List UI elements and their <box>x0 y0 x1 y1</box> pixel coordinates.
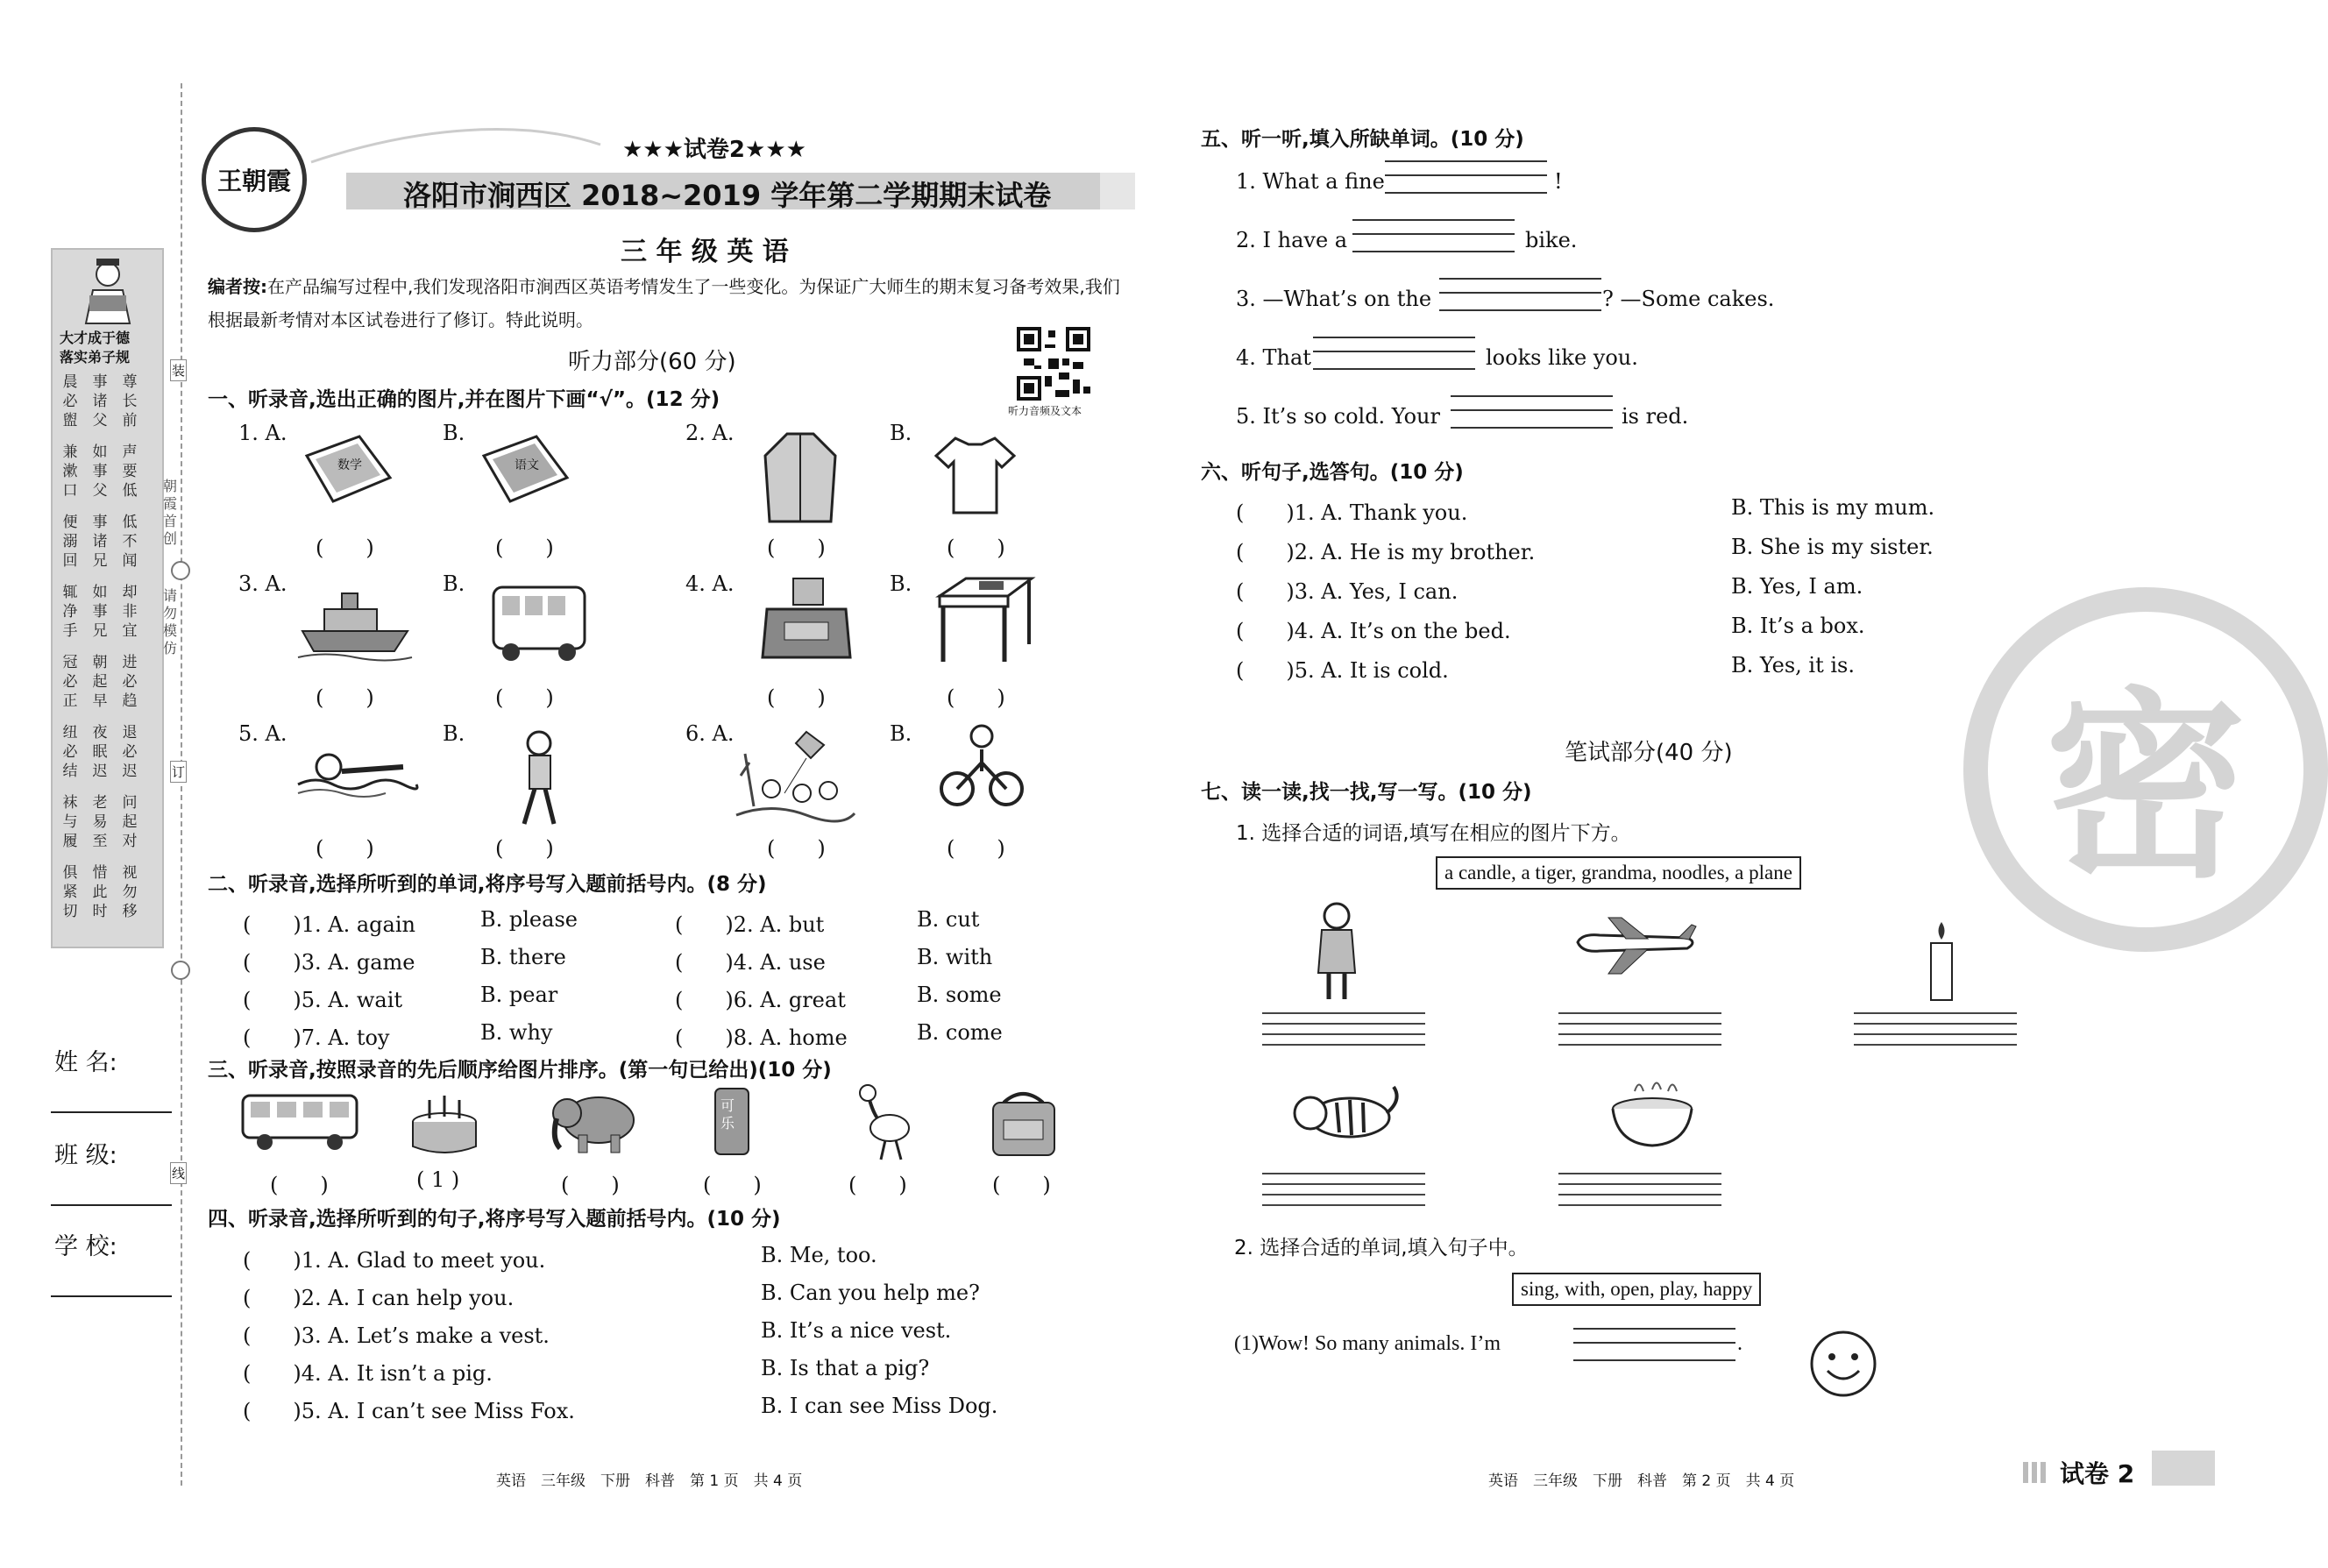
proverb-text: 如事父 <box>92 443 108 500</box>
q7-sentence: (1)Wow! So many animals. I’m <box>1234 1332 1501 1355</box>
q1-option-b-label: B. <box>443 721 465 746</box>
q1-item-number: 1. A. <box>238 421 287 445</box>
coat-icon[interactable] <box>761 429 840 526</box>
q7-writing-line[interactable] <box>1262 1173 1425 1174</box>
proverb-text: 朝起早 <box>92 654 108 710</box>
q2-option-a[interactable]: ( )3. A. game <box>243 950 415 975</box>
binding-mark: 订 <box>170 761 187 783</box>
proverb-text: 视勿移 <box>122 864 138 920</box>
q7-writing-line[interactable] <box>1262 1033 1425 1035</box>
q2-option-b: B. some <box>917 983 1002 1007</box>
q2-option-b: B. with <box>917 945 993 969</box>
qr-caption: 听力音频及文本 <box>1008 405 1082 417</box>
cola-label: 可乐 <box>720 1097 735 1132</box>
q2-option-a[interactable]: ( )5. A. wait <box>243 988 403 1012</box>
side-vertical-text: 请勿模仿 <box>163 587 178 656</box>
q3-order-paren[interactable]: ( ) <box>992 1173 1051 1197</box>
q1-title: 一、听录音,选出正确的图片,并在图片下画“√”。(12 分) <box>208 388 720 411</box>
grandma-icon[interactable] <box>1306 898 1367 1004</box>
q7-sentence-blank[interactable] <box>1573 1328 1735 1344</box>
answer-paren[interactable]: ( ) <box>767 685 826 710</box>
proverb-text: 事诸父 <box>92 373 108 429</box>
answer-paren[interactable]: ( ) <box>495 685 554 710</box>
q4-title: 四、听录音,选择所听到的句子,将序号写入题前括号内。(10 分) <box>208 1208 781 1231</box>
proverb-text: 如事兄 <box>92 584 108 640</box>
proverb-text: 声要低 <box>122 443 138 500</box>
q5-text-before: 1. What a fine <box>1236 169 1385 194</box>
svg-text:语文: 语文 <box>515 458 539 472</box>
q7-writing-line[interactable] <box>1262 1044 1425 1046</box>
q1-option-b-label: B. <box>890 421 912 445</box>
q4-option-a[interactable]: ( )5. A. I can’t see Miss Fox. <box>243 1399 575 1423</box>
q2-title: 二、听录音,选择所听到的单词,将序号写入题前括号内。(8 分) <box>208 873 767 896</box>
q1-item-number: 4. A. <box>685 571 735 596</box>
cyclist-icon[interactable] <box>938 723 1026 811</box>
paper-label: ★★★试卷2★★★ <box>622 137 806 163</box>
q6-option-a[interactable]: ( )4. A. It’s on the bed. <box>1236 619 1511 643</box>
q4-option-b: B. Is that a pig? <box>761 1356 930 1380</box>
q7-sub1: 1. 选择合适的词语,填写在相应的图片下方。 <box>1236 822 1631 845</box>
sidebar-top-text-2: 落实弟子规 <box>60 349 131 365</box>
exam-subtitle: 三 年 级 英 语 <box>621 237 789 267</box>
q2-option-b: B. come <box>917 1020 1003 1045</box>
tshirt-icon[interactable] <box>933 434 1017 517</box>
q5-blank[interactable] <box>1313 337 1475 352</box>
q5-blank-lower[interactable] <box>1385 180 1547 194</box>
elephant-icon[interactable] <box>548 1087 644 1157</box>
bag-icon[interactable] <box>758 574 855 666</box>
exam-title: 洛阳市涧西区 2018~2019 学年第二学期期末试卷 <box>403 179 1052 212</box>
proverb-text: 进必趋 <box>122 654 138 710</box>
binding-line <box>181 83 182 1486</box>
q1-option-b-label: B. <box>443 571 465 596</box>
q6-option-b: B. This is my mum. <box>1731 495 1935 520</box>
brand-logo <box>202 127 307 232</box>
q5-text-after: bike. <box>1525 228 1578 252</box>
q1-item-number: 6. A. <box>685 721 735 746</box>
q1-option-b-label: B. <box>890 571 912 596</box>
q5-blank[interactable] <box>1451 395 1613 411</box>
q7-writing-line[interactable] <box>1262 1194 1425 1196</box>
q5-text-after: ? —Some cakes. <box>1602 287 1775 311</box>
q6-option-a[interactable]: ( )3. A. Yes, I can. <box>1236 579 1459 604</box>
schoolbag-icon[interactable] <box>986 1085 1061 1160</box>
q5-text-before: 4. That <box>1236 345 1311 370</box>
corner-tab <box>2152 1451 2215 1486</box>
q2-option-b: B. please <box>480 907 578 932</box>
listening-section-title: 听力部分(60 分) <box>568 349 736 375</box>
secret-stamp <box>1963 587 2328 952</box>
q5-text-after: looks like you. <box>1486 345 1638 370</box>
brand-logo-text: 王朝霞 <box>216 167 291 195</box>
proverb-text: 袜与履 <box>62 794 78 850</box>
proverb-text: 夜眠迟 <box>92 724 108 780</box>
answer-paren[interactable]: ( ) <box>316 536 374 560</box>
sidebar-top-text-1: 大才成于德 <box>60 330 131 346</box>
school-label: 学 校: <box>54 1233 117 1260</box>
answer-paren[interactable]: ( ) <box>316 836 374 861</box>
bus-icon[interactable] <box>238 1091 361 1153</box>
q2-option-b: B. pear <box>480 983 558 1007</box>
chinese-book-icon[interactable] <box>475 429 571 508</box>
q7-writing-line[interactable] <box>1262 1023 1425 1025</box>
q7-sentence-end: . <box>1737 1332 1742 1355</box>
candle-icon[interactable] <box>1920 920 1963 1004</box>
proverb-text: 辄净手 <box>62 584 78 640</box>
q3-order-paren[interactable]: ( ) <box>270 1173 329 1197</box>
page-footer-right: 英语 三年级 下册 科普 第 2 页 共 4 页 <box>1488 1472 1795 1490</box>
q3-title: 三、听录音,按照录音的先后顺序给图片排序。(第一句已给出)(10 分) <box>208 1059 832 1082</box>
qr-code[interactable] <box>1017 327 1090 401</box>
plane-icon[interactable] <box>1573 916 1700 977</box>
q7-writing-line[interactable] <box>1262 1012 1425 1014</box>
bus-icon[interactable] <box>486 578 592 666</box>
proverb-text: 事诸兄 <box>92 514 108 570</box>
q7-writing-line[interactable] <box>1854 1023 2017 1025</box>
q1-item-number: 5. A. <box>238 721 287 746</box>
q2-option-a[interactable]: ( )6. A. great <box>675 988 846 1012</box>
q7-writing-line[interactable] <box>1558 1012 1721 1014</box>
q7-writing-line[interactable] <box>1262 1204 1425 1206</box>
q5-blank-lower[interactable] <box>1439 297 1601 311</box>
q3-order-paren[interactable]: ( 1 ) <box>416 1167 460 1192</box>
writing-section-title: 笔试部分(40 分) <box>1565 740 1733 766</box>
proverb-text: 老易至 <box>92 794 108 850</box>
q7-sentence-blank-lower[interactable] <box>1573 1347 1735 1361</box>
q2-option-a[interactable]: ( )1. A. again <box>243 912 415 937</box>
q7-writing-line[interactable] <box>1558 1194 1721 1196</box>
q5-text-after: ! <box>1554 169 1563 194</box>
corner-paper-label: 试卷 2 <box>2060 1459 2135 1488</box>
proverb-text: 兼漱口 <box>62 443 78 500</box>
binding-hole <box>171 961 190 980</box>
q7-word-box-2: sing, with, open, play, happy <box>1512 1273 1761 1306</box>
q4-option-b: B. Can you help me? <box>761 1281 980 1305</box>
noodles-icon[interactable] <box>1608 1074 1696 1153</box>
q4-option-a[interactable]: ( )3. A. Let’s make a vest. <box>243 1323 550 1348</box>
q4-option-b: B. Me, too. <box>761 1243 877 1267</box>
q5-blank[interactable] <box>1439 278 1601 294</box>
q6-title: 六、听句子,选答句。(10 分) <box>1201 461 1464 484</box>
q1-option-b-label: B. <box>890 721 912 746</box>
q7-title: 七、读一读,找一找,写一写。(10 分) <box>1201 781 1532 804</box>
answer-paren[interactable]: ( ) <box>947 536 1005 560</box>
q5-blank-lower[interactable] <box>1352 238 1515 252</box>
side-vertical-text: 朝霞首创 <box>163 478 178 547</box>
proverb-text: 晨必盥 <box>62 373 78 429</box>
birthday-cake-icon[interactable] <box>408 1087 482 1157</box>
walking-boy-icon[interactable] <box>508 727 570 828</box>
name-field[interactable] <box>51 1111 172 1113</box>
q5-title: 五、听一听,填入所缺单词。(10 分) <box>1201 128 1524 151</box>
q1-item-number: 3. A. <box>238 571 287 596</box>
q7-writing-line[interactable] <box>1558 1033 1721 1035</box>
q6-option-b: B. It’s a box. <box>1731 614 1865 638</box>
q3-order-paren[interactable]: ( ) <box>848 1173 907 1197</box>
q7-writing-line[interactable] <box>1854 1033 2017 1035</box>
q1-item-number: 2. A. <box>685 421 735 445</box>
proverb-text: 便溺回 <box>62 514 78 570</box>
smiley-face-icon <box>1808 1329 1878 1399</box>
ship-icon[interactable] <box>298 583 412 662</box>
q6-option-b: B. She is my sister. <box>1731 535 1934 559</box>
q7-writing-line[interactable] <box>1854 1012 2017 1014</box>
answer-paren[interactable]: ( ) <box>495 536 554 560</box>
q7-writing-line[interactable] <box>1558 1023 1721 1025</box>
desk-icon[interactable] <box>931 574 1036 666</box>
q4-option-a[interactable]: ( )1. A. Glad to meet you. <box>243 1248 546 1273</box>
ostrich-icon[interactable] <box>850 1082 916 1161</box>
proverb-text: 尊长前 <box>122 373 138 429</box>
proverb-text: 问起对 <box>122 794 138 850</box>
proverb-text: 却非宜 <box>122 584 138 640</box>
q6-option-a[interactable]: ( )2. A. He is my brother. <box>1236 540 1536 564</box>
q2-option-b: B. why <box>480 1020 553 1045</box>
q5-blank-lower[interactable] <box>1313 356 1475 370</box>
q2-option-a[interactable]: ( )7. A. toy <box>243 1025 390 1050</box>
proverb-text: 惜此时 <box>92 864 108 920</box>
q7-writing-line[interactable] <box>1558 1044 1721 1046</box>
q6-option-a[interactable]: ( )1. A. Thank you. <box>1236 500 1468 525</box>
binding-hole <box>171 561 190 580</box>
q5-text-after: is red. <box>1622 404 1689 429</box>
answer-paren[interactable]: ( ) <box>316 685 374 710</box>
swimmer-icon[interactable] <box>298 741 416 802</box>
class-label: 班 级: <box>54 1142 117 1169</box>
q3-order-paren[interactable]: ( ) <box>703 1173 762 1197</box>
answer-paren[interactable]: ( ) <box>495 836 554 861</box>
answer-paren[interactable]: ( ) <box>767 536 826 560</box>
stamp-char: 密 <box>2044 670 2246 905</box>
q2-option-b: B. cut <box>917 907 980 932</box>
q2-option-a[interactable]: ( )2. A. but <box>675 912 825 937</box>
q5-blank[interactable] <box>1352 219 1515 235</box>
proverb-text: 退必迟 <box>122 724 138 780</box>
q7-writing-line[interactable] <box>1854 1044 2017 1046</box>
math-book-icon[interactable] <box>298 429 394 508</box>
q7-writing-line[interactable] <box>1558 1183 1721 1185</box>
school-field[interactable] <box>51 1295 172 1297</box>
q2-option-a[interactable]: ( )4. A. use <box>675 950 826 975</box>
svg-text:数学: 数学 <box>337 458 362 472</box>
binding-mark: 装 <box>170 359 187 381</box>
q5-text-before: 2. I have a <box>1236 228 1348 252</box>
q5-blank[interactable] <box>1385 160 1547 176</box>
proverb-text: 纽必结 <box>62 724 78 780</box>
corner-pattern <box>2023 1462 2049 1483</box>
answer-paren[interactable]: ( ) <box>947 836 1005 861</box>
q7-writing-line[interactable] <box>1558 1173 1721 1174</box>
scholar-figure-icon <box>77 255 138 325</box>
q4-option-a[interactable]: ( )4. A. It isn’t a pig. <box>243 1361 493 1386</box>
q5-text-before: 5. It’s so cold. Your <box>1236 404 1440 429</box>
proverb-text: 俱紧切 <box>62 864 78 920</box>
q1-option-b-label: B. <box>443 421 465 445</box>
q7-word-box-1: a candle, a tiger, grandma, noodles, a plane <box>1436 856 1801 890</box>
tiger-icon[interactable] <box>1288 1078 1402 1148</box>
q4-option-b: B. It’s a nice vest. <box>761 1318 952 1343</box>
children-kite-icon[interactable] <box>736 727 855 824</box>
editor-note: 编者按:在产品编写过程中,我们发现洛阳市涧西区英语考情发生了一些变化。为保证广大师生的期末复习备考效果,我们根据最新考情对本区试卷进行了修订。特此说明。 <box>208 276 1120 330</box>
q5-text-before: 3. —What’s on the <box>1236 287 1432 311</box>
q6-option-a[interactable]: ( )5. A. It is cold. <box>1236 658 1449 683</box>
proverb-text: 冠必正 <box>62 654 78 710</box>
q3-order-paren[interactable]: ( ) <box>561 1173 620 1197</box>
proverb-text: 低不闻 <box>122 514 138 570</box>
sidebar-panel <box>51 248 164 948</box>
q7-writing-line[interactable] <box>1558 1204 1721 1206</box>
q6-option-b: B. Yes, it is. <box>1731 653 1855 678</box>
binding-mark: 线 <box>170 1162 187 1184</box>
page-footer-left: 英语 三年级 下册 科普 第 1 页 共 4 页 <box>496 1472 803 1490</box>
q7-writing-line[interactable] <box>1262 1183 1425 1185</box>
q5-blank-lower[interactable] <box>1451 415 1613 429</box>
q7-sub2: 2. 选择合适的单词,填入句子中。 <box>1234 1237 1529 1259</box>
q6-option-b: B. Yes, I am. <box>1731 574 1863 599</box>
q4-option-a[interactable]: ( )2. A. I can help you. <box>243 1286 515 1310</box>
answer-paren[interactable]: ( ) <box>767 836 826 861</box>
q2-option-a[interactable]: ( )8. A. home <box>675 1025 848 1050</box>
name-label: 姓 名: <box>54 1049 117 1076</box>
q2-option-b: B. there <box>480 945 566 969</box>
q4-option-b: B. I can see Miss Dog. <box>761 1394 998 1418</box>
answer-paren[interactable]: ( ) <box>947 685 1005 710</box>
class-field[interactable] <box>51 1204 172 1206</box>
